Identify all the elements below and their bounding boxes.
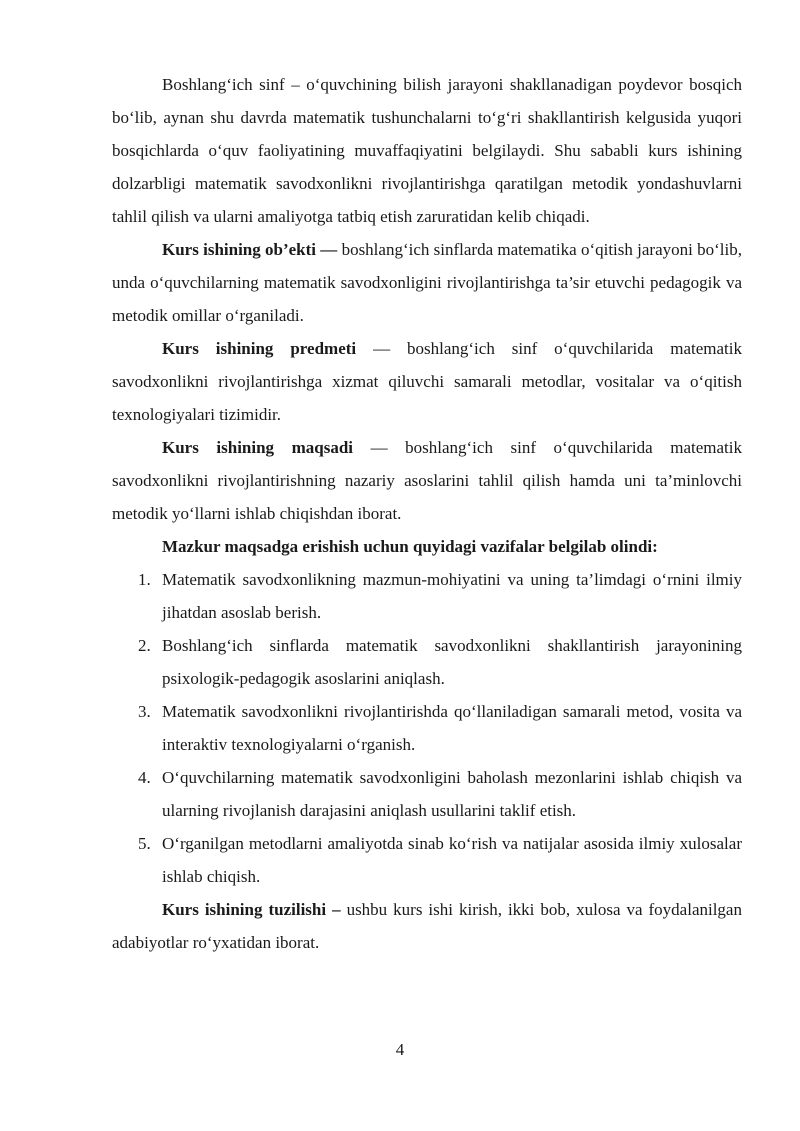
goal-text: — boshlang‘ich sinf o‘quvchilarida matematik savodxonlikni rivojlantirishning nazariy asoslarini tahlil qilish hamda uni ta’minlovchi metodik yo‘llarni ishlab chiqishdan iborat. xyxy=(112,438,742,523)
list-item-number: 5. xyxy=(138,834,151,853)
page-number: 4 xyxy=(395,1040,405,1059)
list-item-number: 3. xyxy=(138,702,151,721)
goal-label: Kurs ishining maqsadi xyxy=(162,438,354,457)
list-item-number: 1. xyxy=(138,570,151,589)
list-item-text: O‘quvchilarning matematik savodxonligini baholash mezonlarini ishlab chiqish va ularning rivojlanish darajasini aniqlash usullarini taklif etish. xyxy=(162,768,742,820)
subject-label: Kurs ishining predmeti xyxy=(162,339,357,358)
list-item-text: O‘rganilgan metodlarni amaliyotda sinab ko‘rish va natijalar asosida ilmiy xulosalar ishlab chiqish. xyxy=(162,834,742,886)
list-item-number: 2. xyxy=(138,636,151,655)
list-item xyxy=(112,695,742,761)
subject-paragraph xyxy=(112,332,742,431)
intro-paragraph: Boshlang‘ich sinf – o‘quvchining bilish jarayoni shakllanadigan poydevor bosqich bo‘lib, aynan shu davrda matematik tushunchalarni to‘g‘ri shakllantirish kelgusida yuqori bosqichlarda o‘quv faoliyatining muvaffaqiyatini belgilaydi. Shu sababli kurs ishining dolzarbligi matematik savodxonlikni rivojlantirishga qaratilgan metodik yondashuvlarni tahlil qilish va ularni amaliyotga tatbiq etish zaruratidan kelib chiqadi. xyxy=(112,75,742,226)
object-text: boshlang‘ich sinflarda matematika o‘qitish jarayoni bo‘lib, unda o‘quvchilarning matematik savodxonligini rivojlantirishga ta’sir etuvchi pedagogik va metodik omillar o‘rganiladi. xyxy=(112,240,742,325)
list-item xyxy=(112,629,742,695)
list-item-text: Matematik savodxonlikni rivojlantirishda qo‘llaniladigan samarali metod, vosita va interaktiv texnologiyalarni o‘rganish. xyxy=(162,702,742,754)
tasks-heading: Mazkur maqsadga erishish uchun quyidagi vazifalar belgilab olindi: xyxy=(162,537,658,556)
structure-text: ushbu kurs ishi kirish, ikki bob, xulosa va foydalanilgan adabiyotlar ro‘yxatidan iborat. xyxy=(112,900,742,952)
list-item-number: 4. xyxy=(138,768,151,787)
list-item xyxy=(112,761,742,827)
object-paragraph xyxy=(112,233,742,332)
list-item xyxy=(112,563,742,629)
structure-paragraph xyxy=(112,893,742,959)
list-item-text: Boshlang‘ich sinflarda matematik savodxonlikni shakllantirish jarayonining psixologik-pedagogik asoslarini aniqlash. xyxy=(162,636,742,688)
document-page xyxy=(112,68,742,959)
subject-text: — boshlang‘ich sinf o‘quvchilarida matematik savodxonlikni rivojlantirishga xizmat qiluvchi samarali metodlar, vositalar va o‘qitish texnologiyalari tizimidir. xyxy=(112,339,742,424)
tasks-list xyxy=(112,563,742,893)
goal-paragraph xyxy=(112,431,742,530)
list-item xyxy=(112,827,742,893)
object-label: Kurs ishining ob’ekti — xyxy=(162,240,338,259)
list-item-text: Matematik savodxonlikning mazmun-mohiyatini va uning ta’limdagi o‘rnini ilmiy jihatdan asoslab berish. xyxy=(162,570,742,622)
structure-label: Kurs ishining tuzilishi – xyxy=(162,900,341,919)
